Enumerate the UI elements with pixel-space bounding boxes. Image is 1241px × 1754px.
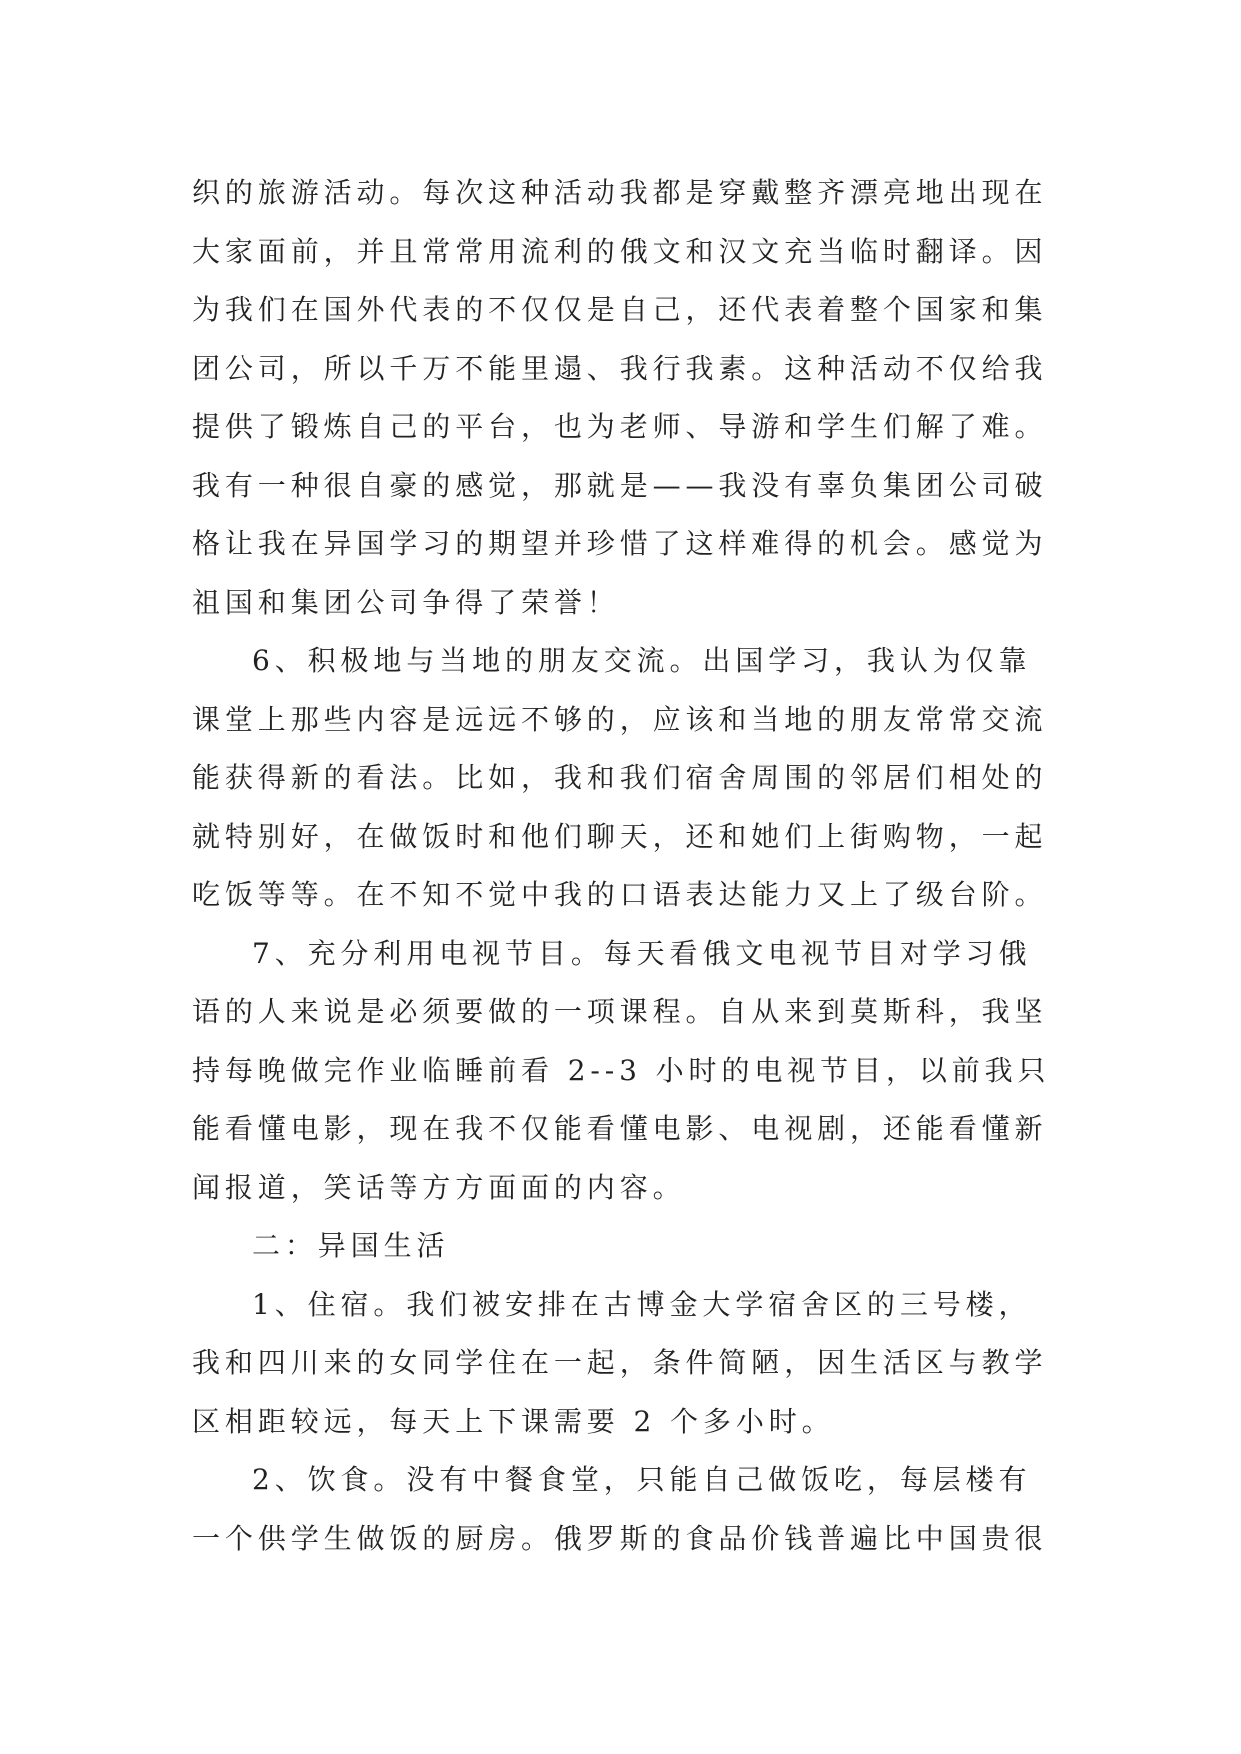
text-line: 就特别好，在做饭时和他们聊天，还和她们上街购物，一起 <box>192 819 1048 853</box>
paragraph-start-line: 7、充分利用电视节目。每天看俄文电视节目对学习俄 <box>252 936 1032 970</box>
paragraph-start-line: 6、积极地与当地的朋友交流。出国学习，我认为仅靠 <box>252 644 1032 677</box>
text-line: 语的人来说是必须要做的一项课程。自从来到莫斯科，我坚 <box>192 995 1048 1028</box>
text-line: 持每晚做完作业临睡前看 2--3 小时的电视节目，以前我只 <box>192 1053 1051 1087</box>
text-line: 能获得新的看法。比如，我和我们宿舍周围的邻居们相处的 <box>192 761 1048 794</box>
text-line: 织的旅游活动。每次这种活动我都是穿戴整齐漂亮地出现在 <box>192 176 1048 209</box>
text-line: 提供了锻炼自己的平台，也为老师、导游和学生们解了难。 <box>192 410 1048 443</box>
document-body <box>192 164 1052 1568</box>
section-heading: 二：异国生活 <box>252 1229 450 1262</box>
text-line: 我和四川来的女同学住在一起，条件简陋，因生活区与教学 <box>192 1346 1048 1379</box>
paragraph-start-line: 2、饮食。没有中餐食堂，只能自己做饭吃，每层楼有 <box>252 1463 1032 1496</box>
text-line: 格让我在异国学习的期望并珍惜了这样难得的机会。感觉为 <box>192 527 1048 560</box>
text-line: 吃饭等等。在不知不觉中我的口语表达能力又上了级台阶。 <box>192 878 1048 911</box>
text-line: 祖国和集团公司争得了荣誉！ <box>192 585 620 619</box>
text-line: 为我们在国外代表的不仅仅是自己，还代表着整个国家和集 <box>192 293 1048 326</box>
text-line: 闻报道，笑话等方方面面的内容。 <box>192 1170 686 1204</box>
text-line: 能看懂电影，现在我不仅能看懂电影、电视剧，还能看懂新 <box>192 1112 1048 1145</box>
text-line: 课堂上那些内容是远远不够的，应该和当地的朋友常常交流 <box>192 702 1048 736</box>
text-line: 区相距较远，每天上下课需要 2 个多小时。 <box>192 1404 835 1438</box>
text-line: 团公司，所以千万不能里遢、我行我素。这种活动不仅给我 <box>192 351 1048 385</box>
text-line: 大家面前，并且常常用流利的俄文和汉文充当临时翻译。因 <box>192 234 1048 268</box>
text-line: 一个供学生做饭的厨房。俄罗斯的食品价钱普遍比中国贵很 <box>192 1521 1048 1555</box>
text-line: 我有一种很自豪的感觉，那就是——我没有辜负集团公司破 <box>192 468 1048 502</box>
paragraph-start-line: 1、住宿。我们被安排在古博金大学宿舍区的三号楼， <box>252 1287 1032 1321</box>
